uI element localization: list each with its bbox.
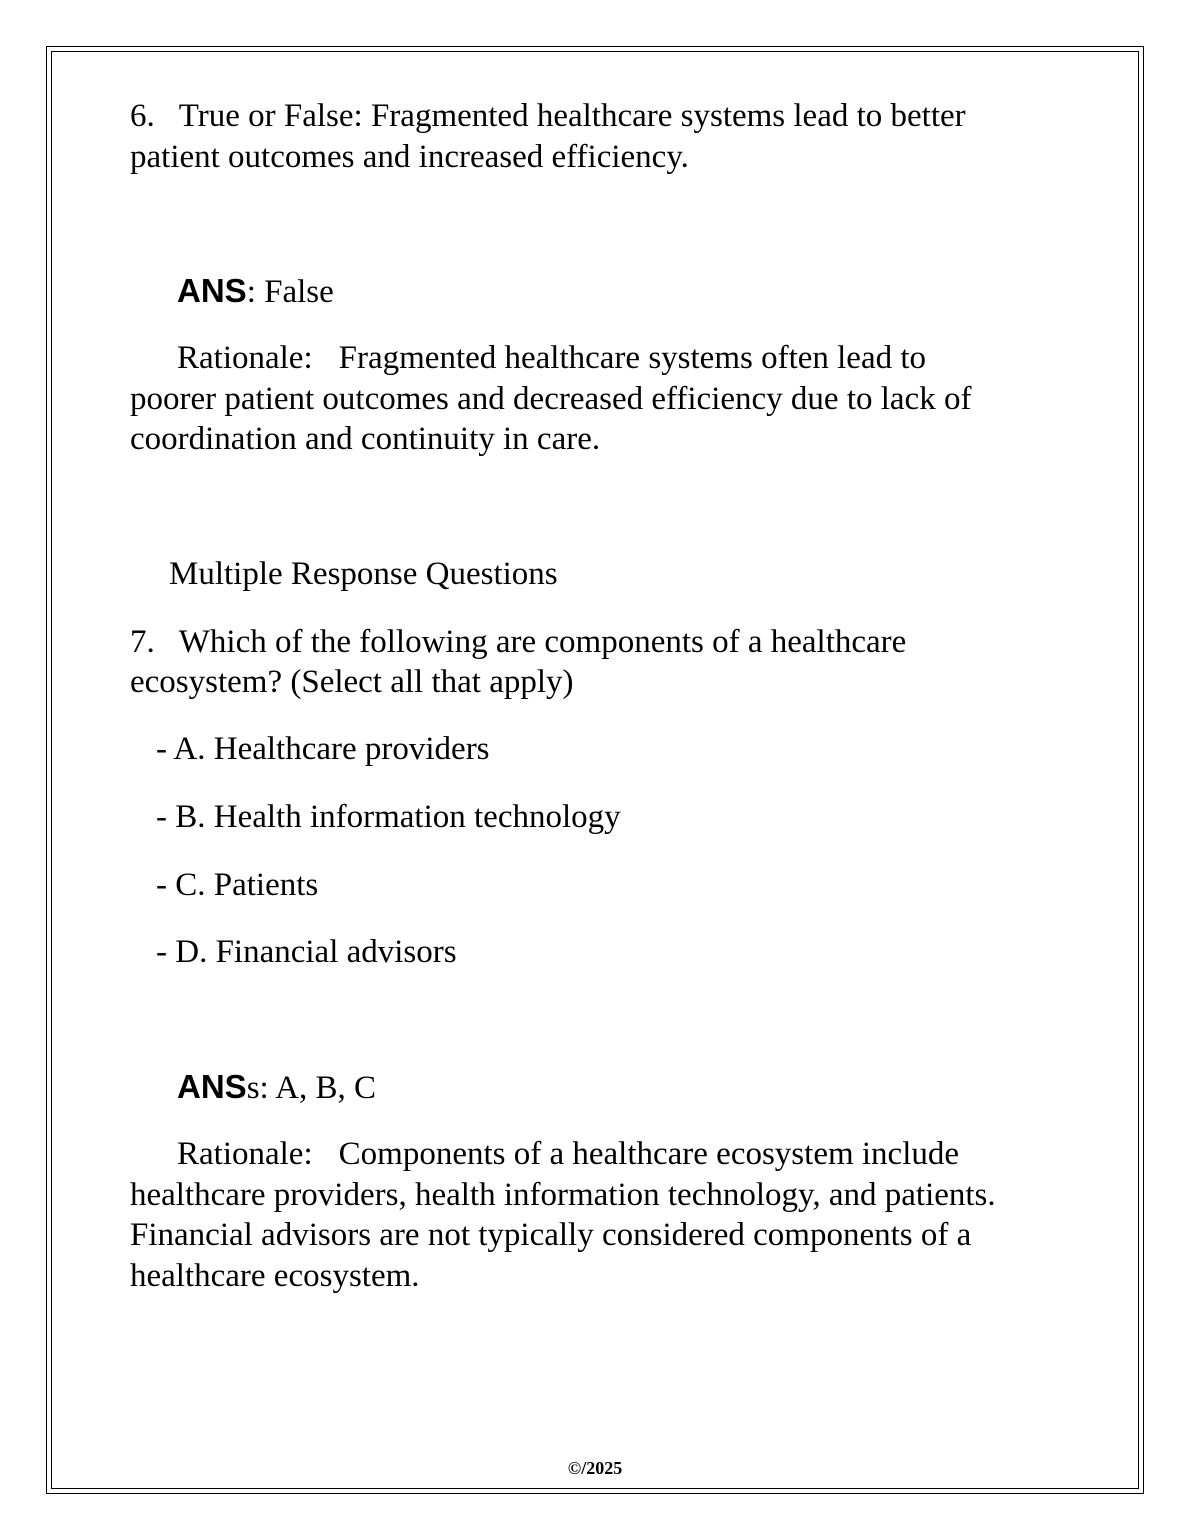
q7-rationale-line4: healthcare ecosystem. bbox=[130, 1258, 420, 1294]
q7-number: 7. bbox=[130, 624, 155, 660]
q7-rationale-line3: Financial advisors are not typically considered components of a bbox=[130, 1217, 972, 1253]
section-heading: Multiple Response Questions bbox=[169, 556, 558, 592]
q6-rationale-text1: Fragmented healthcare systems often lead to bbox=[338, 340, 927, 376]
q6-rationale-line1 bbox=[177, 338, 926, 378]
q6-rationale-line3: coordination and continuity in care. bbox=[130, 421, 601, 457]
q7-rationale-text1: Components of a healthcare ecosystem include bbox=[338, 1136, 960, 1172]
q7-option-d: - D. Financial advisors bbox=[156, 934, 457, 970]
page-footer: ©/2025 bbox=[567, 1458, 623, 1478]
q7-line1 bbox=[130, 622, 906, 662]
q6-text-line1: True or False: Fragmented healthcare systems lead to better bbox=[178, 98, 966, 134]
q6-answer-value: : False bbox=[246, 274, 334, 310]
q7-answer-value: s: A, B, C bbox=[246, 1070, 376, 1106]
q7-rationale-label: Rationale: bbox=[177, 1136, 313, 1172]
q7-rationale-line2: healthcare providers, health information technology, and patients. bbox=[130, 1177, 996, 1213]
q7-line2: ecosystem? (Select all that apply) bbox=[130, 664, 574, 700]
q7-text-line1: Which of the following are components of a healthcare bbox=[178, 624, 907, 660]
q7-rationale-line1 bbox=[177, 1134, 959, 1174]
q6-line1 bbox=[130, 96, 966, 136]
q7-answer-label: ANS bbox=[177, 1068, 247, 1105]
q7-option-a: - A. Healthcare providers bbox=[156, 731, 490, 767]
q6-line2: patient outcomes and increased efficiency. bbox=[130, 139, 689, 175]
q7-option-b: - B. Health information technology bbox=[156, 799, 621, 835]
q6-rationale-label: Rationale: bbox=[177, 340, 313, 376]
q7-answer bbox=[177, 1067, 376, 1108]
q6-number: 6. bbox=[130, 98, 155, 134]
q7-option-c: - C. Patients bbox=[156, 867, 319, 903]
q6-rationale-line2: poorer patient outcomes and decreased efficiency due to lack of bbox=[130, 381, 972, 417]
q6-answer bbox=[177, 271, 334, 312]
q6-answer-label: ANS bbox=[177, 272, 247, 309]
